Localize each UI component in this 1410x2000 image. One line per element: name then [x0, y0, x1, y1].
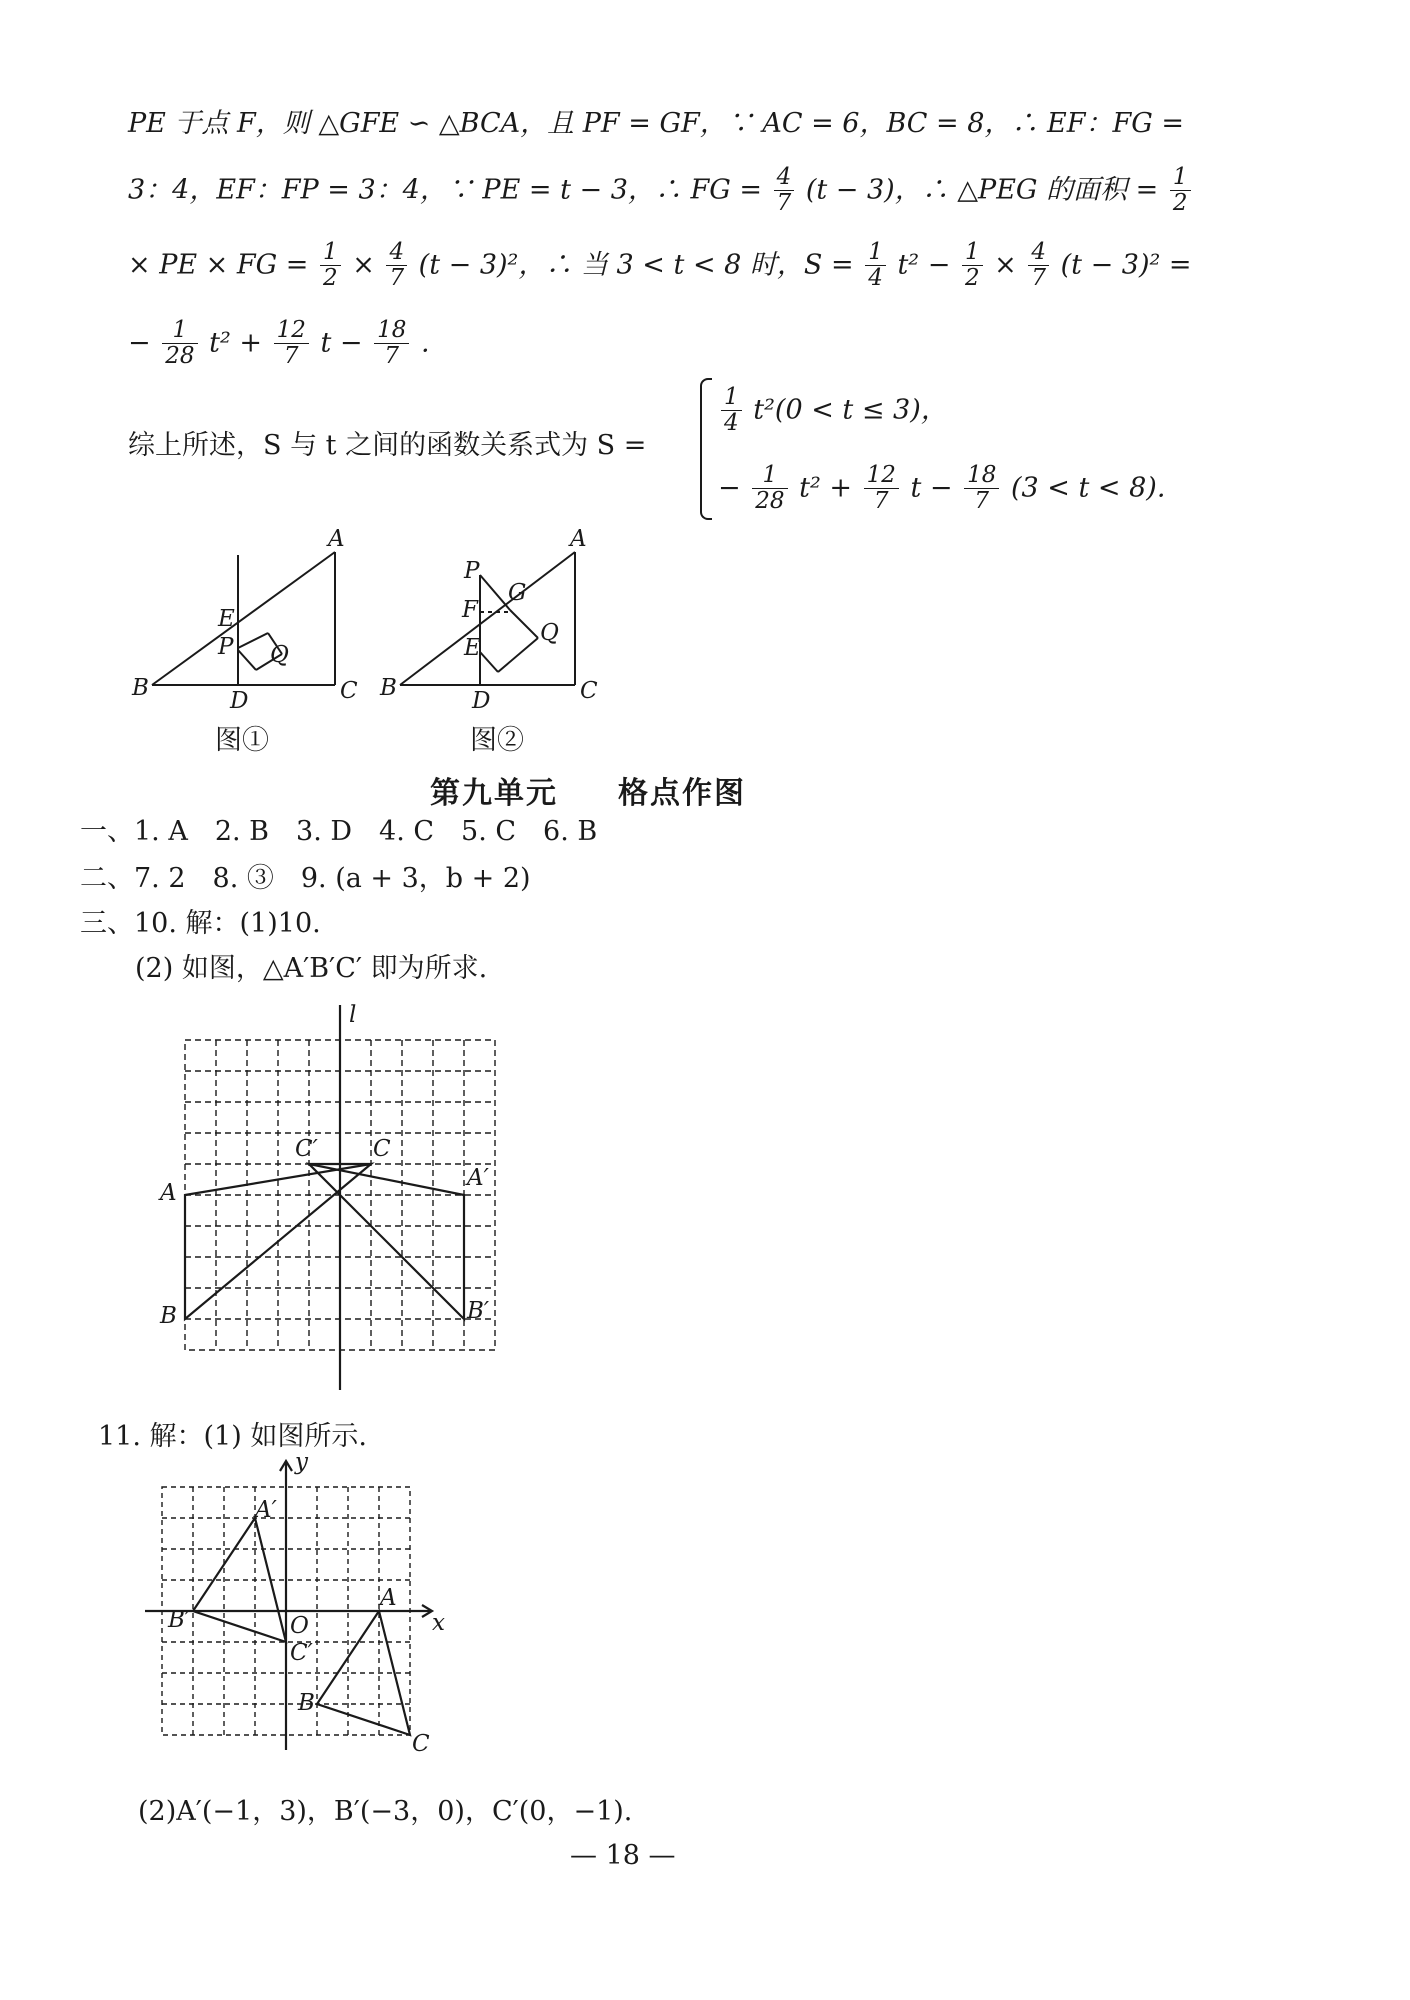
label-C-prime: C′ — [290, 1640, 313, 1666]
label-B: B — [298, 1690, 315, 1716]
label-D: D — [472, 688, 491, 714]
answers-section-2: 二、7. 2 8. ③ 9. (a + 3，b + 2) — [80, 863, 531, 894]
text-line-2: 3：4，EF：FP = 3：4，∵ PE = t − 3，∴ FG = $\frac{4}{7}$ (t − 3)，∴ △PEG 的面积 = $\frac{1}{2}$ — [128, 165, 1194, 217]
label-Q: Q — [270, 642, 289, 668]
q11-answer-2: (2)A′(−1，3)，B′(−3，0)，C′(0，−1). — [138, 1796, 633, 1827]
answers-section-1: 一、1. A 2. B 3. D 4. C 5. C 6. B — [80, 816, 598, 847]
label-Q: Q — [540, 620, 559, 646]
label-G: G — [508, 580, 527, 606]
label-P: P — [218, 634, 234, 660]
summary-lead: 综上所述，S 与 t 之间的函数关系式为 S = — [128, 430, 647, 461]
answers-section-3-part-2: (2) 如图，△A′B′C′ 即为所求. — [135, 953, 488, 984]
label-B: B — [160, 1303, 177, 1329]
label-C: C — [412, 1731, 430, 1757]
text-line-1: PE 于点 F，则 △GFE ∽ △BCA，且 PF = GF，∵ AC = 6，BC = 8，∴ EF：FG = — [128, 108, 1184, 139]
label-F: F — [462, 597, 478, 623]
label-A: A — [570, 526, 587, 552]
fraction: $\frac{1}{28}$ — [162, 318, 197, 370]
label-l: l — [349, 1002, 357, 1028]
fraction: $\frac{1}{4}$ — [721, 385, 742, 437]
fraction: $\frac{12}{7}$ — [864, 463, 899, 515]
label-C: C — [373, 1136, 391, 1162]
figure-1 — [130, 526, 370, 714]
q11-intro: 11. 解：(1) 如图所示. — [98, 1421, 367, 1452]
label-B-prime: B′ — [168, 1607, 191, 1633]
label-origin: O — [290, 1613, 309, 1639]
fraction: $\frac{4}{7}$ — [774, 165, 795, 217]
label-A: A — [160, 1180, 177, 1206]
fraction: $\frac{1}{4}$ — [865, 240, 886, 292]
label-B: B — [132, 675, 149, 701]
label-x: x — [432, 1610, 445, 1636]
text-line-3: × PE × FG = $\frac{1}{2}$ × $\frac{4}{7}$ (t − 3)²，∴ 当 3 < t < 8 时，S = $\frac{1}{4}$ t² − $\frac{1}{2}$ × $\frac{4}{7}$ (t − 3)² = — [128, 239, 1192, 292]
fraction: $\frac{12}{7}$ — [274, 318, 309, 370]
page-number: — 18 — — [570, 1840, 676, 1871]
fraction: $\frac{1}{2}$ — [1170, 165, 1191, 217]
piecewise-brace — [700, 378, 712, 520]
label-B: B — [380, 675, 397, 701]
fraction: $\frac{18}{7}$ — [374, 318, 409, 370]
unit-title: 第九单元 格点作图 — [430, 776, 746, 811]
label-E: E — [218, 606, 235, 632]
grid-figure-q10 — [155, 1000, 525, 1410]
fraction: $\frac{1}{2}$ — [320, 240, 341, 292]
fraction: $\frac{18}{7}$ — [964, 463, 999, 515]
label-A: A — [328, 526, 345, 552]
label-y: y — [295, 1449, 308, 1475]
label-A-prime: A′ — [255, 1497, 277, 1523]
text-line-4: − $\frac{1}{28}$ t² + $\frac{12}{7}$ t − $\frac{18}{7}$ . — [128, 317, 430, 370]
fraction: $\frac{1}{2}$ — [962, 240, 983, 292]
fraction: $\frac{1}{28}$ — [752, 463, 787, 515]
label-D: D — [230, 688, 249, 714]
label-C: C — [340, 678, 358, 704]
fraction: $\frac{4}{7}$ — [386, 240, 407, 292]
label-A-prime: A′ — [467, 1165, 489, 1191]
fraction: $\frac{4}{7}$ — [1028, 240, 1049, 292]
label-B-prime: B′ — [467, 1298, 490, 1324]
figure-1-caption: 图① — [215, 725, 269, 756]
figure-2-caption: 图② — [470, 725, 524, 756]
figure-2 — [380, 526, 620, 714]
piecewise-case-1: $\frac{1}{4}$ t²(0 < t ≤ 3)， — [718, 385, 948, 437]
coordinate-grid-q11 — [140, 1449, 470, 1757]
answers-section-3: 三、10. 解：(1)10. — [80, 908, 321, 939]
label-C-prime: C′ — [295, 1136, 318, 1162]
piecewise-case-2: − $\frac{1}{28}$ t² + $\frac{12}{7}$ t − $\frac{18}{7}$ (3 < t < 8). — [718, 462, 1166, 515]
label-C: C — [580, 678, 598, 704]
label-A: A — [380, 1585, 397, 1611]
label-E: E — [464, 635, 481, 661]
label-P: P — [464, 558, 480, 584]
